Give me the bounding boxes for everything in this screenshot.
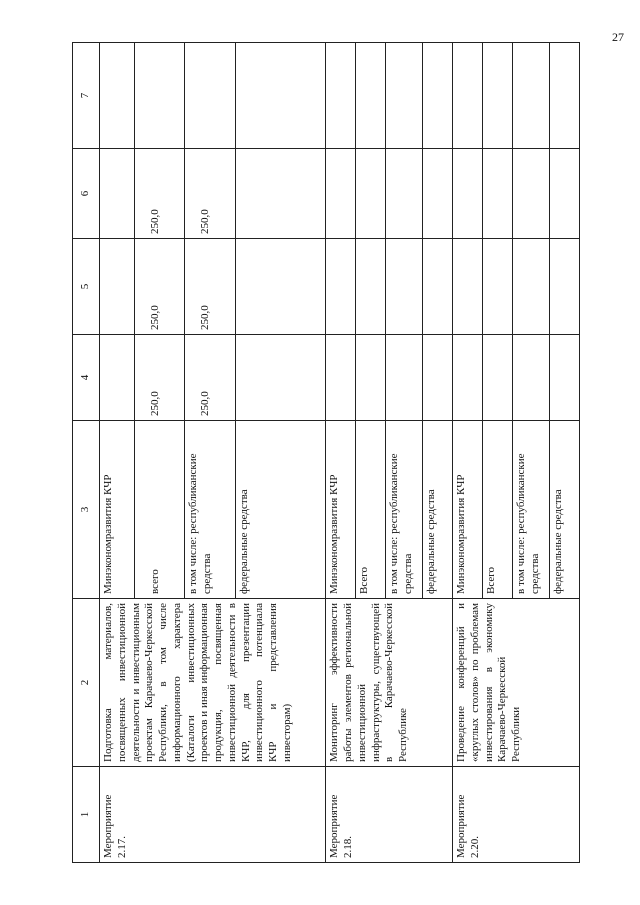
cell-col7 [550, 43, 580, 149]
row-label: федеральные средства [550, 421, 580, 599]
row-label: Всего [356, 421, 386, 599]
cell-col4 [236, 335, 326, 421]
row-label: всего [134, 421, 185, 599]
activities-table [72, 42, 580, 863]
cell-col5 [236, 239, 326, 335]
cell-col6 [386, 149, 423, 239]
cell-col7 [100, 43, 135, 149]
cell-col6 [483, 149, 513, 239]
page-number: 27 [612, 30, 624, 44]
header-col-2: 2 [73, 599, 100, 767]
cell-col7 [236, 43, 326, 149]
cell-col4 [356, 335, 386, 421]
table-row [100, 43, 135, 863]
cell-col4: 250,0 [134, 335, 185, 421]
header-col-4: 4 [73, 335, 100, 421]
cell-col6 [512, 149, 549, 239]
table-row [326, 43, 356, 863]
cell-col7 [453, 43, 483, 149]
cell-col6 [326, 149, 356, 239]
cell-col7 [483, 43, 513, 149]
table-row [453, 43, 483, 863]
activity-id: Мероприятие 2.18. [326, 767, 453, 863]
cell-col7 [386, 43, 423, 149]
header-col-1: 1 [73, 767, 100, 863]
header-col-6: 6 [73, 149, 100, 239]
row-label: в том числе: республиканские средства [185, 421, 236, 599]
cell-col7 [512, 43, 549, 149]
cell-col5 [423, 239, 453, 335]
cell-col5: 250,0 [134, 239, 185, 335]
row-label: федеральные средства [236, 421, 326, 599]
cell-col7 [185, 43, 236, 149]
cell-col4 [423, 335, 453, 421]
cell-col6 [356, 149, 386, 239]
cell-col4 [512, 335, 549, 421]
cell-col6 [550, 149, 580, 239]
cell-col5 [512, 239, 549, 335]
cell-col5 [386, 239, 423, 335]
cell-col6 [100, 149, 135, 239]
header-col-3: 3 [73, 421, 100, 599]
cell-col4 [386, 335, 423, 421]
activity-id: Мероприятие 2.20. [453, 767, 580, 863]
activity-description: Проведение конференций и «круглых столов» по проблемам инвестирования в экономику Карачаево-Черкесской Республики [453, 599, 580, 767]
cell-col5: 250,0 [185, 239, 236, 335]
cell-col5 [453, 239, 483, 335]
cell-col4 [453, 335, 483, 421]
cell-col7 [423, 43, 453, 149]
activity-description: Мониторинг эффективности работы элементов региональной инвестиционной инфраструктуры, существующей в Карачаево-Черкесской Республике [326, 599, 453, 767]
cell-col6: 250,0 [134, 149, 185, 239]
rotated-table-container [72, 43, 580, 863]
cell-col7 [356, 43, 386, 149]
cell-col4 [100, 335, 135, 421]
cell-col7 [326, 43, 356, 149]
activity-description: Подготовка материалов, посвященных инвестиционной деятельности и инвестиционным проектам Карачаево-Черкесской Республики, в том числе информационного характера (Каталоги инвестиционных проектов и иная информационная продукция, посвященная инвестиционной деятельности в КЧР, для презентации инвестиционного потенциала КЧР и представления инвесторам) [100, 599, 326, 767]
row-label: в том числе: республиканские средства [512, 421, 549, 599]
row-label: Минэкономразвития КЧР [453, 421, 483, 599]
row-label: Всего [483, 421, 513, 599]
cell-col5 [100, 239, 135, 335]
header-col-5: 5 [73, 239, 100, 335]
row-label: Минэкономразвития КЧР [326, 421, 356, 599]
activity-id: Мероприятие 2.17. [100, 767, 326, 863]
cell-col4 [550, 335, 580, 421]
cell-col6 [236, 149, 326, 239]
cell-col4 [483, 335, 513, 421]
row-label: федеральные средства [423, 421, 453, 599]
document-table-area [72, 43, 580, 863]
cell-col5 [326, 239, 356, 335]
header-col-7: 7 [73, 43, 100, 149]
cell-col6: 250,0 [185, 149, 236, 239]
cell-col6 [453, 149, 483, 239]
cell-col4 [326, 335, 356, 421]
row-label: Минэкономразвития КЧР [100, 421, 135, 599]
cell-col7 [134, 43, 185, 149]
row-label: в том числе: республиканские средства [386, 421, 423, 599]
cell-col5 [483, 239, 513, 335]
header-row [73, 43, 100, 863]
cell-col4: 250,0 [185, 335, 236, 421]
cell-col6 [423, 149, 453, 239]
cell-col5 [550, 239, 580, 335]
cell-col5 [356, 239, 386, 335]
